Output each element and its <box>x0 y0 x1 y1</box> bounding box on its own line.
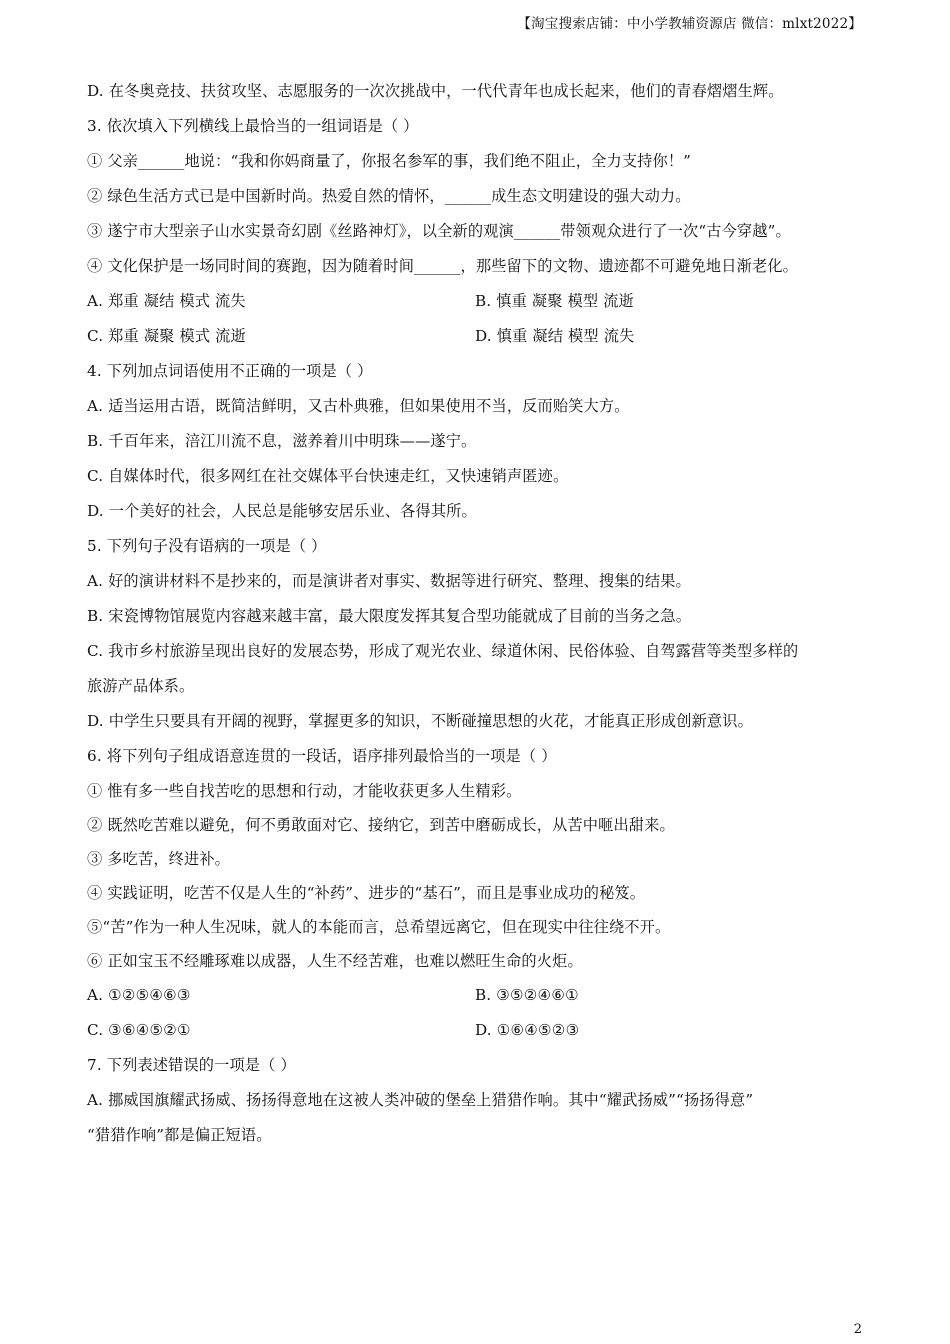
q4-stem: 4. 下列加点词语使用不正确的一项是（ ） <box>87 362 373 380</box>
q3-sentence-3: ③ 遂宁市大型亲子山水实景奇幻剧《丝路神灯》，以全新的观演______带领观众进行了一次“古今穿越”。 <box>87 222 791 240</box>
q5-stem: 5. 下列句子没有语病的一项是（ ） <box>87 537 327 555</box>
q3-sentence-1: ① 父亲______地说：“我和你妈商量了，你报名参军的事，我们绝不阻止，全力支持你！” <box>87 152 692 170</box>
q7-stem: 7. 下列表述错误的一项是（ ） <box>87 1056 296 1074</box>
q4-option-c: C. 自媒体时代，很多网红在社交媒体平台快速走红，又快速销声匿迹。 <box>87 467 569 485</box>
q4-option-a: A. 适当运用古语，既简洁鲜明，又古朴典雅，但如果使用不当，反而贻笑大方。 <box>87 397 630 415</box>
document-body <box>87 80 877 1159</box>
page-number: 2 <box>853 1322 862 1337</box>
q4-option-b: B. 千百年来，涪江川流不息，滋养着川中明珠——遂宁。 <box>87 432 477 450</box>
q7-option-a-line-2: “猎猎作响”都是偏正短语。 <box>87 1126 272 1144</box>
page-header: 【淘宝搜索店铺：中小学教辅资源店 微信：mlxt2022】 <box>517 16 862 32</box>
q6-option-b: B. ③⑤②④⑥① <box>475 986 579 1004</box>
q6-stem: 6. 将下列句子组成语意连贯的一段话，语序排列最恰当的一项是（ ） <box>87 747 557 765</box>
q5-option-c-line-1: C. 我市乡村旅游呈现出良好的发展态势，形成了观光农业、绿道休闲、民俗体验、自驾露营等类型多样的 <box>87 642 799 660</box>
q6-options-row-1 <box>87 984 877 1019</box>
q3-option-d: D. 慎重 凝结 模型 流失 <box>475 327 635 345</box>
q3-option-b: B. 慎重 凝聚 模型 流逝 <box>475 292 634 310</box>
q6-sentence-4: ④ 实践证明，吃苦不仅是人生的“补药”、进步的“基石”，而且是事业成功的秘笈。 <box>87 884 646 902</box>
q3-sentence-2: ② 绿色生活方式已是中国新时尚。热爱自然的情怀，______成生态文明建设的强大动力。 <box>87 187 691 205</box>
q6-option-c: C. ③⑥④⑤②① <box>87 1021 191 1039</box>
q5-option-b: B. 宋瓷博物馆展览内容越来越丰富，最大限度发挥其复合型功能就成了目前的当务之急。 <box>87 607 692 625</box>
q5-option-a: A. 好的演讲材料不是抄来的，而是演讲者对事实、数据等进行研究、整理、搜集的结果。 <box>87 572 691 590</box>
q5-option-c-line-2: 旅游产品体系。 <box>87 677 195 695</box>
q6-sentence-6: ⑥ 正如宝玉不经雕琢难以成器，人生不经苦难，也难以燃旺生命的火炬。 <box>87 952 583 970</box>
q4-option-d: D. 一个美好的社会，人民总是能够安居乐业、各得其所。 <box>87 502 477 520</box>
q3-options-row-1 <box>87 290 877 325</box>
q6-option-a: A. ①②⑤④⑥③ <box>87 986 191 1004</box>
q6-sentence-3: ③ 多吃苦，终进补。 <box>87 850 231 868</box>
q6-sentence-1: ① 惟有多一些自找苦吃的思想和行动，才能收获更多人生精彩。 <box>87 782 522 800</box>
q3-options-row-2 <box>87 325 877 360</box>
q2-option-d: D. 在冬奥竞技、扶贫攻坚、志愿服务的一次次挑战中，一代代青年也成长起来，他们的青春熠熠生辉。 <box>87 82 784 100</box>
q6-sentence-5: ⑤“苦”作为一种人生况味，就人的本能而言，总希望远离它，但在现实中往往绕不开。 <box>87 918 671 936</box>
q3-option-c: C. 郑重 凝聚 模式 流逝 <box>87 327 246 345</box>
q7-option-a-line-1: A. 挪威国旗耀武扬威、扬扬得意地在这被人类冲破的堡垒上猎猎作响。其中“耀武扬威”“扬扬得意” <box>87 1091 754 1109</box>
q3-sentence-4: ④ 文化保护是一场同时间的赛跑，因为随着时间______，那些留下的文物、遗迹都不可避免地日渐老化。 <box>87 257 798 275</box>
q6-sentence-2: ② 既然吃苦难以避免，何不勇敢面对它、接纳它，到苦中磨砺成长，从苦中咂出甜来。 <box>87 816 675 834</box>
q6-options-row-2 <box>87 1019 877 1054</box>
q3-option-a: A. 郑重 凝结 模式 流失 <box>87 292 246 310</box>
q3-stem: 3. 依次填入下列横线上最恰当的一组词语是（ ） <box>87 117 419 135</box>
q6-option-d: D. ①⑥④⑤②③ <box>475 1021 580 1039</box>
q5-option-d: D. 中学生只要具有开阔的视野，掌握更多的知识，不断碰撞思想的火花，才能真正形成创新意识。 <box>87 712 753 730</box>
